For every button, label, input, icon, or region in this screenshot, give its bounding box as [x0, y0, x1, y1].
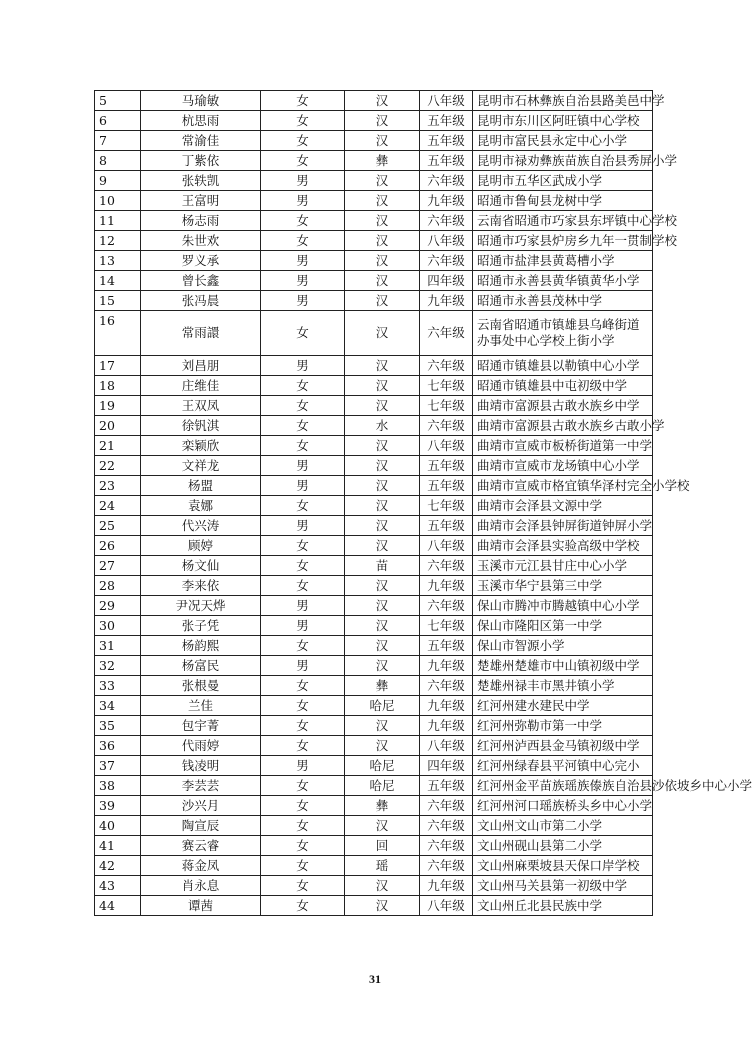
school-cell: 楚雄州禄丰市黑井镇小学 — [473, 676, 653, 696]
row-number-cell: 14 — [95, 271, 141, 291]
school-cell: 红河州金平苗族瑶族傣族自治县沙依坡乡中心小学 — [473, 776, 653, 796]
grade-cell: 五年级 — [420, 636, 473, 656]
row-number-cell: 29 — [95, 596, 141, 616]
table-row — [95, 536, 653, 556]
student-name-cell: 庄维佳 — [141, 376, 261, 396]
row-number-cell: 26 — [95, 536, 141, 556]
grade-cell: 九年级 — [420, 876, 473, 896]
grade-cell: 六年级 — [420, 836, 473, 856]
school-cell: 曲靖市宣威市格宜镇华泽村完全小学校 — [473, 476, 653, 496]
table-row — [95, 716, 653, 736]
gender-cell: 女 — [261, 311, 345, 356]
row-number-cell: 36 — [95, 736, 141, 756]
student-name-cell: 杭思雨 — [141, 111, 261, 131]
ethnicity-cell: 哈尼 — [345, 696, 420, 716]
gender-cell: 女 — [261, 376, 345, 396]
grade-cell: 六年级 — [420, 856, 473, 876]
gender-cell: 男 — [261, 616, 345, 636]
table-row — [95, 396, 653, 416]
grade-cell: 六年级 — [420, 416, 473, 436]
gender-cell: 男 — [261, 756, 345, 776]
gender-cell: 女 — [261, 896, 345, 916]
gender-cell: 女 — [261, 231, 345, 251]
grade-cell: 五年级 — [420, 456, 473, 476]
table-row — [95, 211, 653, 231]
school-cell: 红河州绿春县平河镇中心完小 — [473, 756, 653, 776]
school-cell: 曲靖市宣威市龙场镇中心小学 — [473, 456, 653, 476]
grade-cell: 八年级 — [420, 896, 473, 916]
student-name-cell: 罗义承 — [141, 251, 261, 271]
ethnicity-cell: 彝 — [345, 151, 420, 171]
table-row — [95, 696, 653, 716]
student-name-cell: 张子凭 — [141, 616, 261, 636]
school-cell: 文山州马关县第一初级中学 — [473, 876, 653, 896]
grade-cell: 五年级 — [420, 131, 473, 151]
student-name-cell: 张根曼 — [141, 676, 261, 696]
row-number-cell: 42 — [95, 856, 141, 876]
school-cell: 昭通市镇雄县以勒镇中心小学 — [473, 356, 653, 376]
grade-cell: 八年级 — [420, 536, 473, 556]
ethnicity-cell: 汉 — [345, 356, 420, 376]
table-row — [95, 476, 653, 496]
school-cell: 昆明市东川区阿旺镇中心学校 — [473, 111, 653, 131]
ethnicity-cell: 汉 — [345, 111, 420, 131]
school-cell: 文山州丘北县民族中学 — [473, 896, 653, 916]
ethnicity-cell: 汉 — [345, 311, 420, 356]
school-cell: 昭通市永善县茂林中学 — [473, 291, 653, 311]
grade-cell: 六年级 — [420, 676, 473, 696]
student-name-cell: 尹况天烨 — [141, 596, 261, 616]
school-cell: 保山市隆阳区第一中学 — [473, 616, 653, 636]
grade-cell: 九年级 — [420, 191, 473, 211]
gender-cell: 女 — [261, 536, 345, 556]
gender-cell: 男 — [261, 656, 345, 676]
table-row — [95, 516, 653, 536]
row-number-cell: 18 — [95, 376, 141, 396]
gender-cell: 女 — [261, 396, 345, 416]
row-number-cell: 13 — [95, 251, 141, 271]
school-cell: 曲靖市会泽县文源中学 — [473, 496, 653, 516]
grade-cell: 七年级 — [420, 376, 473, 396]
table-row — [95, 636, 653, 656]
ethnicity-cell: 汉 — [345, 91, 420, 111]
row-number-cell: 34 — [95, 696, 141, 716]
grade-cell: 七年级 — [420, 496, 473, 516]
ethnicity-cell: 回 — [345, 836, 420, 856]
gender-cell: 男 — [261, 476, 345, 496]
table-row — [95, 596, 653, 616]
ethnicity-cell: 汉 — [345, 456, 420, 476]
row-number-cell: 8 — [95, 151, 141, 171]
student-name-cell: 张轶凯 — [141, 171, 261, 191]
school-cell: 曲靖市宣威市板桥街道第一中学 — [473, 436, 653, 456]
gender-cell: 男 — [261, 251, 345, 271]
grade-cell: 六年级 — [420, 311, 473, 356]
student-name-cell: 蒋金凤 — [141, 856, 261, 876]
student-name-cell: 文祥龙 — [141, 456, 261, 476]
student-name-cell: 朱世欢 — [141, 231, 261, 251]
grade-cell: 八年级 — [420, 231, 473, 251]
table-row — [95, 756, 653, 776]
table-row — [95, 251, 653, 271]
ethnicity-cell: 汉 — [345, 131, 420, 151]
school-cell: 昆明市石林彝族自治县路美邑中学 — [473, 91, 653, 111]
grade-cell: 四年级 — [420, 756, 473, 776]
row-number-cell: 39 — [95, 796, 141, 816]
school-cell: 昭通市永善县黄华镇黄华小学 — [473, 271, 653, 291]
table-row — [95, 816, 653, 836]
gender-cell: 女 — [261, 716, 345, 736]
grade-cell: 五年级 — [420, 776, 473, 796]
ethnicity-cell: 汉 — [345, 616, 420, 636]
gender-cell: 女 — [261, 636, 345, 656]
ethnicity-cell: 汉 — [345, 251, 420, 271]
row-number-cell: 40 — [95, 816, 141, 836]
grade-cell: 四年级 — [420, 271, 473, 291]
row-number-cell: 6 — [95, 111, 141, 131]
student-name-cell: 顾婷 — [141, 536, 261, 556]
ethnicity-cell: 汉 — [345, 816, 420, 836]
grade-cell: 六年级 — [420, 596, 473, 616]
table-row — [95, 356, 653, 376]
student-name-cell: 代雨婷 — [141, 736, 261, 756]
student-name-cell: 刘昌朋 — [141, 356, 261, 376]
student-name-cell: 谭茜 — [141, 896, 261, 916]
school-cell: 云南省昭通市巧家县东坪镇中心学校 — [473, 211, 653, 231]
table-row — [95, 876, 653, 896]
grade-cell: 五年级 — [420, 151, 473, 171]
student-name-cell: 杨志雨 — [141, 211, 261, 231]
gender-cell: 女 — [261, 416, 345, 436]
grade-cell: 八年级 — [420, 91, 473, 111]
table-row — [95, 776, 653, 796]
ethnicity-cell: 苗 — [345, 556, 420, 576]
grade-cell: 六年级 — [420, 211, 473, 231]
grade-cell: 八年级 — [420, 436, 473, 456]
gender-cell: 女 — [261, 836, 345, 856]
grade-cell: 五年级 — [420, 476, 473, 496]
school-cell: 曲靖市富源县古敢水族乡中学 — [473, 396, 653, 416]
student-name-cell: 杨盟 — [141, 476, 261, 496]
student-name-cell: 李芸芸 — [141, 776, 261, 796]
gender-cell: 女 — [261, 776, 345, 796]
table-row — [95, 91, 653, 111]
gender-cell: 女 — [261, 496, 345, 516]
school-cell: 楚雄州楚雄市中山镇初级中学 — [473, 656, 653, 676]
row-number-cell: 7 — [95, 131, 141, 151]
grade-cell: 七年级 — [420, 616, 473, 636]
row-number-cell: 24 — [95, 496, 141, 516]
school-cell: 红河州泸西县金马镇初级中学 — [473, 736, 653, 756]
table-row — [95, 436, 653, 456]
gender-cell: 男 — [261, 291, 345, 311]
student-name-cell: 赛云睿 — [141, 836, 261, 856]
gender-cell: 女 — [261, 111, 345, 131]
grade-cell: 九年级 — [420, 716, 473, 736]
grade-cell: 九年级 — [420, 696, 473, 716]
school-cell: 保山市腾冲市腾越镇中心小学 — [473, 596, 653, 616]
row-number-cell: 10 — [95, 191, 141, 211]
gender-cell: 男 — [261, 456, 345, 476]
school-cell: 曲靖市会泽县实验高级中学校 — [473, 536, 653, 556]
ethnicity-cell: 汉 — [345, 436, 420, 456]
row-number-cell: 37 — [95, 756, 141, 776]
row-number-cell: 27 — [95, 556, 141, 576]
gender-cell: 男 — [261, 271, 345, 291]
gender-cell: 女 — [261, 856, 345, 876]
ethnicity-cell: 彝 — [345, 796, 420, 816]
ethnicity-cell: 汉 — [345, 376, 420, 396]
ethnicity-cell: 汉 — [345, 171, 420, 191]
school-cell: 昆明市禄劝彝族苗族自治县秀屏小学 — [473, 151, 653, 171]
gender-cell: 女 — [261, 151, 345, 171]
school-cell: 昭通市鲁甸县龙树中学 — [473, 191, 653, 211]
school-cell: 云南省昭通市镇雄县乌峰街道办事处中心学校上街小学 — [473, 311, 653, 356]
ethnicity-cell: 汉 — [345, 656, 420, 676]
gender-cell: 男 — [261, 171, 345, 191]
row-number-cell: 32 — [95, 656, 141, 676]
grade-cell: 九年级 — [420, 291, 473, 311]
student-name-cell: 徐钒淇 — [141, 416, 261, 436]
student-name-cell: 李来依 — [141, 576, 261, 596]
school-cell: 文山州麻栗坡县天保口岸学校 — [473, 856, 653, 876]
ethnicity-cell: 彝 — [345, 676, 420, 696]
table-row — [95, 616, 653, 636]
table-row — [95, 376, 653, 396]
row-number-cell: 43 — [95, 876, 141, 896]
student-name-cell: 杨富民 — [141, 656, 261, 676]
row-number-cell: 25 — [95, 516, 141, 536]
row-number-cell: 9 — [95, 171, 141, 191]
gender-cell: 女 — [261, 211, 345, 231]
row-number-cell: 35 — [95, 716, 141, 736]
student-name-cell: 马瑜敏 — [141, 91, 261, 111]
row-number-cell: 11 — [95, 211, 141, 231]
gender-cell: 女 — [261, 556, 345, 576]
ethnicity-cell: 汉 — [345, 496, 420, 516]
table-row — [95, 271, 653, 291]
ethnicity-cell: 汉 — [345, 191, 420, 211]
row-number-cell: 41 — [95, 836, 141, 856]
school-cell: 曲靖市会泽县钟屏街道钟屏小学 — [473, 516, 653, 536]
school-cell: 红河州弥勒市第一中学 — [473, 716, 653, 736]
grade-cell: 九年级 — [420, 656, 473, 676]
student-name-cell: 沙兴月 — [141, 796, 261, 816]
row-number-cell: 20 — [95, 416, 141, 436]
ethnicity-cell: 汉 — [345, 636, 420, 656]
student-name-cell: 兰佳 — [141, 696, 261, 716]
student-name-cell: 常雨譞 — [141, 311, 261, 356]
student-name-cell: 钱凌明 — [141, 756, 261, 776]
ethnicity-cell: 水 — [345, 416, 420, 436]
table-row — [95, 836, 653, 856]
ethnicity-cell: 汉 — [345, 716, 420, 736]
row-number-cell: 28 — [95, 576, 141, 596]
student-name-cell: 王富明 — [141, 191, 261, 211]
row-number-cell: 23 — [95, 476, 141, 496]
table-row — [95, 311, 653, 356]
table-row — [95, 856, 653, 876]
gender-cell: 男 — [261, 516, 345, 536]
gender-cell: 女 — [261, 576, 345, 596]
table-row — [95, 231, 653, 251]
student-name-cell: 杨韵熙 — [141, 636, 261, 656]
gender-cell: 女 — [261, 131, 345, 151]
student-name-cell: 陶宣辰 — [141, 816, 261, 836]
grade-cell: 七年级 — [420, 396, 473, 416]
school-cell: 红河州建水建民中学 — [473, 696, 653, 716]
grade-cell: 五年级 — [420, 111, 473, 131]
table-row — [95, 796, 653, 816]
ethnicity-cell: 汉 — [345, 211, 420, 231]
row-number-cell: 17 — [95, 356, 141, 376]
gender-cell: 男 — [261, 356, 345, 376]
gender-cell: 女 — [261, 736, 345, 756]
gender-cell: 女 — [261, 796, 345, 816]
row-number-cell: 21 — [95, 436, 141, 456]
school-cell: 昭通市盐津县黄葛槽小学 — [473, 251, 653, 271]
student-name-cell: 常渝佳 — [141, 131, 261, 151]
student-name-cell: 丁紫依 — [141, 151, 261, 171]
table-row — [95, 151, 653, 171]
table-row — [95, 656, 653, 676]
school-cell: 玉溪市元江县甘庄中心小学 — [473, 556, 653, 576]
row-number-cell: 44 — [95, 896, 141, 916]
school-cell: 昭通市巧家县炉房乡九年一贯制学校 — [473, 231, 653, 251]
table-row — [95, 576, 653, 596]
row-number-cell: 5 — [95, 91, 141, 111]
student-name-cell: 肖永息 — [141, 876, 261, 896]
table-row — [95, 556, 653, 576]
table-row — [95, 111, 653, 131]
ethnicity-cell: 汉 — [345, 396, 420, 416]
grade-cell: 六年级 — [420, 556, 473, 576]
gender-cell: 男 — [261, 191, 345, 211]
gender-cell: 女 — [261, 816, 345, 836]
school-cell: 昆明市富民县永定中心小学 — [473, 131, 653, 151]
page-number: 31 — [369, 972, 381, 986]
ethnicity-cell: 汉 — [345, 736, 420, 756]
ethnicity-cell: 汉 — [345, 231, 420, 251]
row-number-cell: 33 — [95, 676, 141, 696]
student-roster-table — [94, 90, 752, 916]
ethnicity-cell: 汉 — [345, 876, 420, 896]
grade-cell: 六年级 — [420, 251, 473, 271]
table-row — [95, 131, 653, 151]
row-number-cell: 30 — [95, 616, 141, 636]
student-name-cell: 杨文仙 — [141, 556, 261, 576]
grade-cell: 九年级 — [420, 576, 473, 596]
row-number-cell: 38 — [95, 776, 141, 796]
table-row — [95, 736, 653, 756]
ethnicity-cell: 汉 — [345, 291, 420, 311]
school-cell: 玉溪市华宁县第三中学 — [473, 576, 653, 596]
ethnicity-cell: 哈尼 — [345, 756, 420, 776]
gender-cell: 女 — [261, 436, 345, 456]
grade-cell: 六年级 — [420, 171, 473, 191]
student-name-cell: 栾颖欣 — [141, 436, 261, 456]
school-cell: 文山州文山市第二小学 — [473, 816, 653, 836]
ethnicity-cell: 汉 — [345, 476, 420, 496]
school-cell: 昆明市五华区武成小学 — [473, 171, 653, 191]
table-row — [95, 416, 653, 436]
gender-cell: 男 — [261, 596, 345, 616]
table-row — [95, 291, 653, 311]
student-name-cell: 袁娜 — [141, 496, 261, 516]
row-number-cell: 22 — [95, 456, 141, 476]
row-number-cell: 15 — [95, 291, 141, 311]
student-name-cell: 曾长鑫 — [141, 271, 261, 291]
school-cell: 保山市智源小学 — [473, 636, 653, 656]
table-row — [95, 456, 653, 476]
grade-cell: 八年级 — [420, 736, 473, 756]
school-cell: 红河州河口瑶族桥头乡中心小学 — [473, 796, 653, 816]
school-cell: 昭通市镇雄县中屯初级中学 — [473, 376, 653, 396]
grade-cell: 六年级 — [420, 796, 473, 816]
grade-cell: 五年级 — [420, 516, 473, 536]
student-name-cell: 包宇菁 — [141, 716, 261, 736]
ethnicity-cell: 汉 — [345, 596, 420, 616]
grade-cell: 六年级 — [420, 816, 473, 836]
table-row — [95, 496, 653, 516]
row-number-cell: 31 — [95, 636, 141, 656]
gender-cell: 女 — [261, 676, 345, 696]
gender-cell: 女 — [261, 876, 345, 896]
student-name-cell: 王双凤 — [141, 396, 261, 416]
ethnicity-cell: 哈尼 — [345, 776, 420, 796]
student-name-cell: 代兴涛 — [141, 516, 261, 536]
table-row — [95, 676, 653, 696]
gender-cell: 女 — [261, 91, 345, 111]
ethnicity-cell: 汉 — [345, 271, 420, 291]
ethnicity-cell: 汉 — [345, 516, 420, 536]
table-row — [95, 896, 653, 916]
student-name-cell: 张冯晨 — [141, 291, 261, 311]
gender-cell: 女 — [261, 696, 345, 716]
school-cell: 曲靖市富源县古敢水族乡古敢小学 — [473, 416, 653, 436]
row-number-cell: 19 — [95, 396, 141, 416]
school-cell: 文山州砚山县第二小学 — [473, 836, 653, 856]
ethnicity-cell: 瑶 — [345, 856, 420, 876]
ethnicity-cell: 汉 — [345, 576, 420, 596]
table-row — [95, 171, 653, 191]
row-number-cell: 16 — [95, 311, 141, 356]
table-row — [95, 191, 653, 211]
ethnicity-cell: 汉 — [345, 536, 420, 556]
row-number-cell: 12 — [95, 231, 141, 251]
ethnicity-cell: 汉 — [345, 896, 420, 916]
grade-cell: 六年级 — [420, 356, 473, 376]
